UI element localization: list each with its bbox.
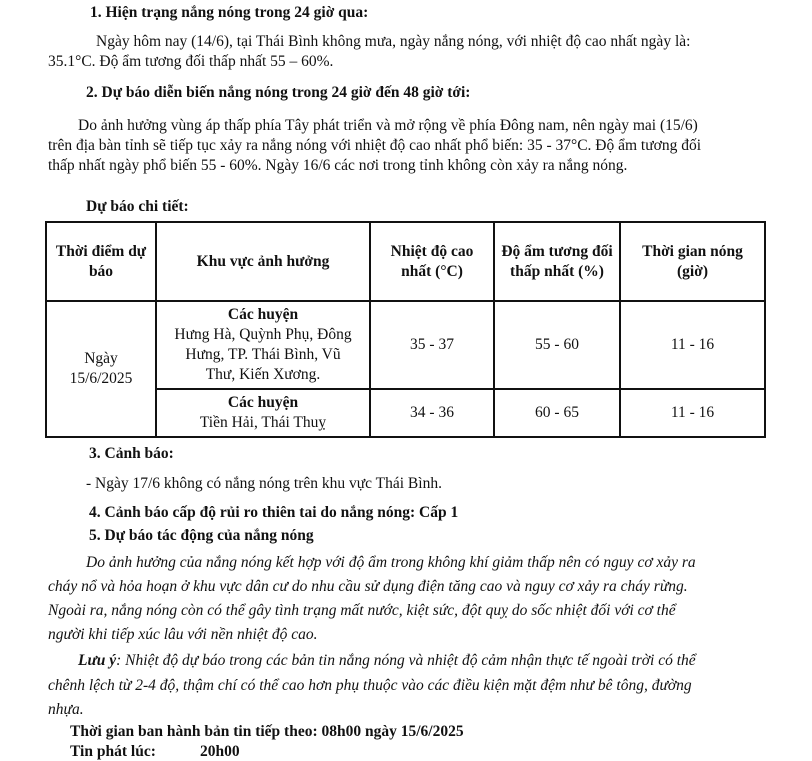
forecast-date-cell <box>46 301 156 437</box>
region-line: Tiền Hải, Thái Thuỵ <box>199 414 327 431</box>
date-line1: Ngày <box>84 350 118 367</box>
section5-paragraph-line4: người khi tiếp xúc lâu với nền nhiệt độ cao. <box>48 626 318 643</box>
section1-paragraph-line2: 35.1°C. Độ ẩm tương đối thấp nhất 55 – 60%. <box>48 53 334 70</box>
section3-heading: 3. Cảnh báo: <box>89 445 174 462</box>
note-label: Lưu ý <box>78 652 117 669</box>
issued-at-label: Tin phát lúc: <box>70 743 156 760</box>
region-title: Các huyện <box>227 306 299 323</box>
hours-cell: 11 - 16 <box>620 301 765 389</box>
note-line3: nhựa. <box>48 701 84 718</box>
header-forecast-time: Thời điểm dự báo <box>46 222 156 301</box>
section5-paragraph-line3: Ngoài ra, nắng nóng còn có thể gây tình trạng mất nước, kiệt sức, đột quỵ do sốc nhiệt đối với cơ thể <box>48 602 676 619</box>
section2-paragraph-line3: thấp nhất ngày phổ biến 55 - 60%. Ngày 16/6 các nơi trong tỉnh không còn xảy ra nắng nóng. <box>48 157 628 174</box>
header-max-temperature: Nhiệt độ cao nhất (°C) <box>370 222 494 301</box>
hours-cell: 11 - 16 <box>620 389 765 437</box>
next-issue-time: Thời gian ban hành bản tin tiếp theo: 08h00 ngày 15/6/2025 <box>70 723 464 740</box>
region-line: Hưng, TP. Thái Bình, Vũ <box>185 346 341 363</box>
region-title: Các huyện <box>227 394 299 411</box>
header-affected-area: Khu vực ảnh hưởng <box>156 222 370 301</box>
note-text: : Nhiệt độ dự báo trong các bản tin nắng nóng và nhiệt độ cảm nhận thực tế ngoài trời có thể <box>116 652 696 669</box>
section3-warning-item: - Ngày 17/6 không có nắng nóng trên khu vực Thái Bình. <box>86 475 442 492</box>
table-row <box>46 301 765 389</box>
section5-heading: 5. Dự báo tác động của nắng nóng <box>89 527 314 544</box>
table-header-row <box>46 222 765 301</box>
section2-heading: 2. Dự báo diễn biến nắng nóng trong 24 giờ đến 48 giờ tới: <box>86 84 471 101</box>
section2-paragraph-line2: trên địa bàn tỉnh sẽ tiếp tục xảy ra nắng nóng với nhiệt độ cao nhất phổ biến: 35 - 37°C. Độ ẩm tương đối <box>48 137 702 154</box>
detail-forecast-label: Dự báo chi tiết: <box>86 198 189 215</box>
section1-paragraph-line1: Ngày hôm nay (14/6), tại Thái Bình không mưa, ngày nắng nóng, với nhiệt độ cao nhất ngày là: <box>96 33 691 50</box>
header-min-humidity: Độ ẩm tương đối thấp nhất (%) <box>494 222 620 301</box>
note-line1 <box>78 652 696 670</box>
temperature-cell: 35 - 37 <box>370 301 494 389</box>
section2-paragraph-line1: Do ảnh hưởng vùng áp thấp phía Tây phát triển và mở rộng về phía Đông nam, nên ngày mai (15/6) <box>78 117 698 134</box>
section5-paragraph-line1: Do ảnh hưởng của nắng nóng kết hợp với độ ẩm trong không khí giảm thấp nên có nguy cơ xảy ra <box>86 554 696 571</box>
humidity-cell: 55 - 60 <box>494 301 620 389</box>
section5-paragraph-line2: cháy nổ và hỏa hoạn ở khu vực dân cư do nhu cầu sử dụng điện tăng cao và nguy cơ xảy ra cháy rừng. <box>48 578 688 595</box>
issued-at-time: 20h00 <box>200 743 240 760</box>
region-line: Thư, Kiến Xương. <box>205 366 321 383</box>
date-line2: 15/6/2025 <box>69 370 133 387</box>
humidity-cell: 60 - 65 <box>494 389 620 437</box>
note-line2: chênh lệch từ 2-4 độ, thậm chí có thể cao hơn phụ thuộc vào các điều kiện mặt đệm như bê tông, đường <box>48 677 692 694</box>
region-cell <box>156 301 370 389</box>
section4-risk-level-heading: 4. Cảnh báo cấp độ rủi ro thiên tai do nắng nóng: Cấp 1 <box>89 504 459 521</box>
header-hot-hours: Thời gian nóng (giờ) <box>620 222 765 301</box>
region-cell <box>156 389 370 437</box>
section1-heading: 1. Hiện trạng nắng nóng trong 24 giờ qua: <box>90 4 369 21</box>
forecast-table <box>45 221 766 438</box>
region-line: Hưng Hà, Quỳnh Phụ, Đông <box>174 326 352 343</box>
temperature-cell: 34 - 36 <box>370 389 494 437</box>
